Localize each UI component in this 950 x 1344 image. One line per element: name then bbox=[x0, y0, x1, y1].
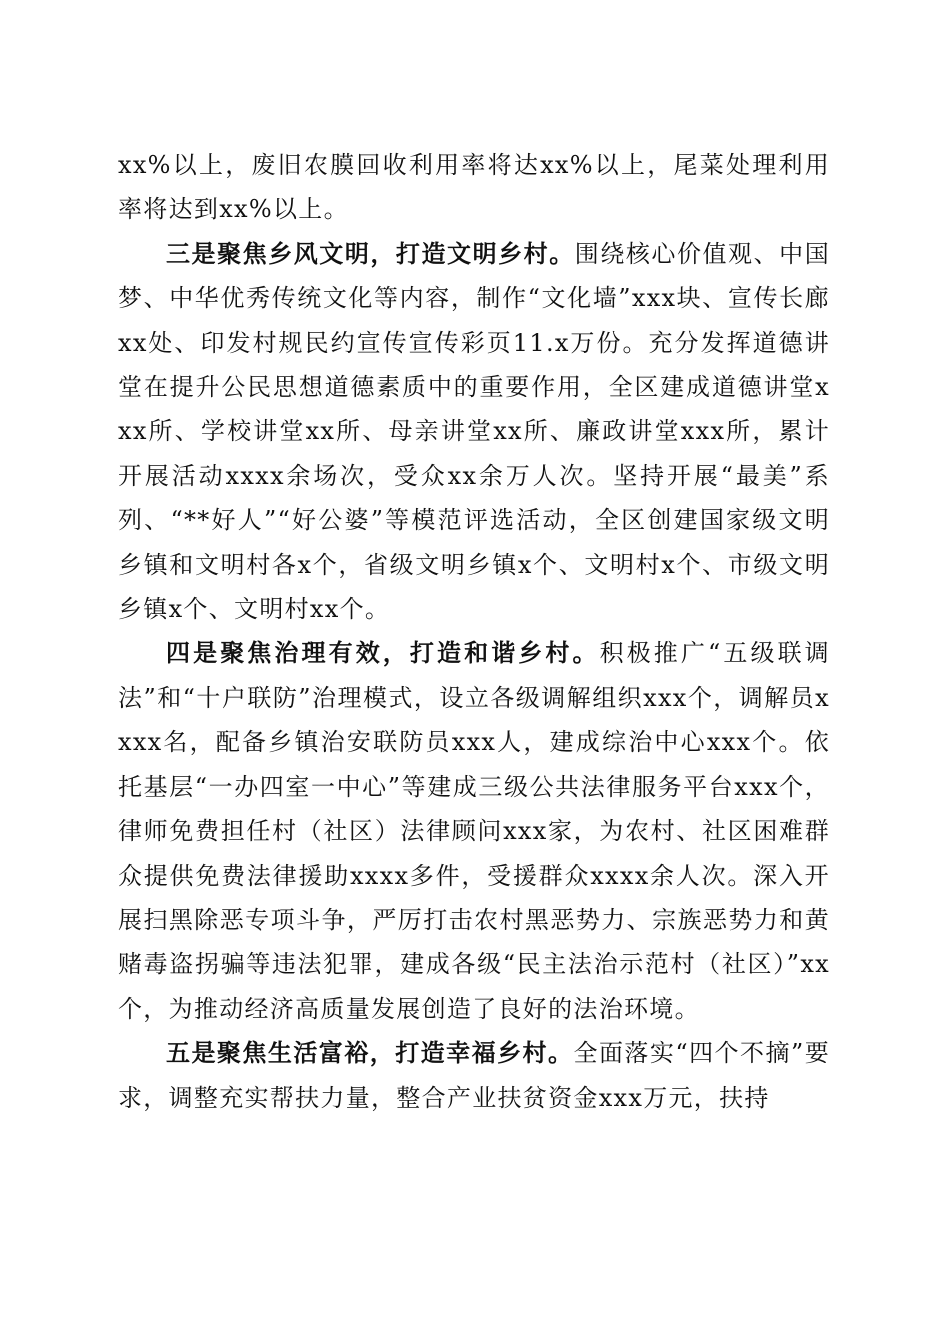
paragraph-text: xx%以上，废旧农膜回收利用率将达xx%以上，尾菜处理利用率将达到xx%以上。 bbox=[118, 151, 830, 224]
document-body bbox=[118, 143, 830, 1120]
paragraph-effective-governance bbox=[118, 631, 830, 1031]
paragraph-text: 全面落实“四个不摘”要求，调整充实帮扶力量，整合产业扶贫资金xxx万元，扶持 bbox=[118, 1039, 830, 1112]
paragraph-prosperous-life bbox=[118, 1031, 830, 1120]
paragraph-text: 围绕核心价值观、中国梦、中华优秀传统文化等内容，制作“文化墙”xxx块、宣传长廊xx处、印发村规民约宣传宣传彩页11.x万份。充分发挥道德讲堂在提升公民思想道德素质中的重要作用，全区建成道德讲堂xxx所、学校讲堂xx所、母亲讲堂xx所、廉政讲堂xxx所，累计开展活动xxxx余场次，受众xx余万人次。坚持开展“最美”系列、“**好人”“好公婆”等模范评选活动，全区创建国家级文明乡镇和文明村各x个，省级文明乡镇x个、文明村x个、市级文明乡镇x个、文明村xx个。 bbox=[118, 239, 830, 624]
paragraph-continuation bbox=[118, 143, 830, 232]
paragraph-heading: 四是聚焦治理有效，打造和谐乡村。 bbox=[166, 638, 600, 668]
paragraph-rural-civility bbox=[118, 232, 830, 632]
paragraph-heading: 三是聚焦乡风文明，打造文明乡村。 bbox=[166, 238, 575, 268]
paragraph-heading: 五是聚焦生活富裕，打造幸福乡村。 bbox=[166, 1038, 574, 1068]
paragraph-text: 积极推广“五级联调法”和“十户联防”治理模式，设立各级调解组织xxx个，调解员xxxx名，配备乡镇治安联防员xxx人，建成综治中心xxx个。依托基层“一办四室一中心”等建成三级公共法律服务平台xxx个，律师免费担任村（社区）法律顾问xxx家，为农村、社区困难群众提供免费法律援助xxxx多件，受援群众xxxx余人次。深入开展扫黑除恶专项斗争，严厉打击农村黑恶势力、宗族恶势力和黄赌毒盗拐骗等违法犯罪，建成各级“民主法治示范村（社区）”xx个，为推动经济高质量发展创造了良好的法治环境。 bbox=[118, 639, 830, 1023]
